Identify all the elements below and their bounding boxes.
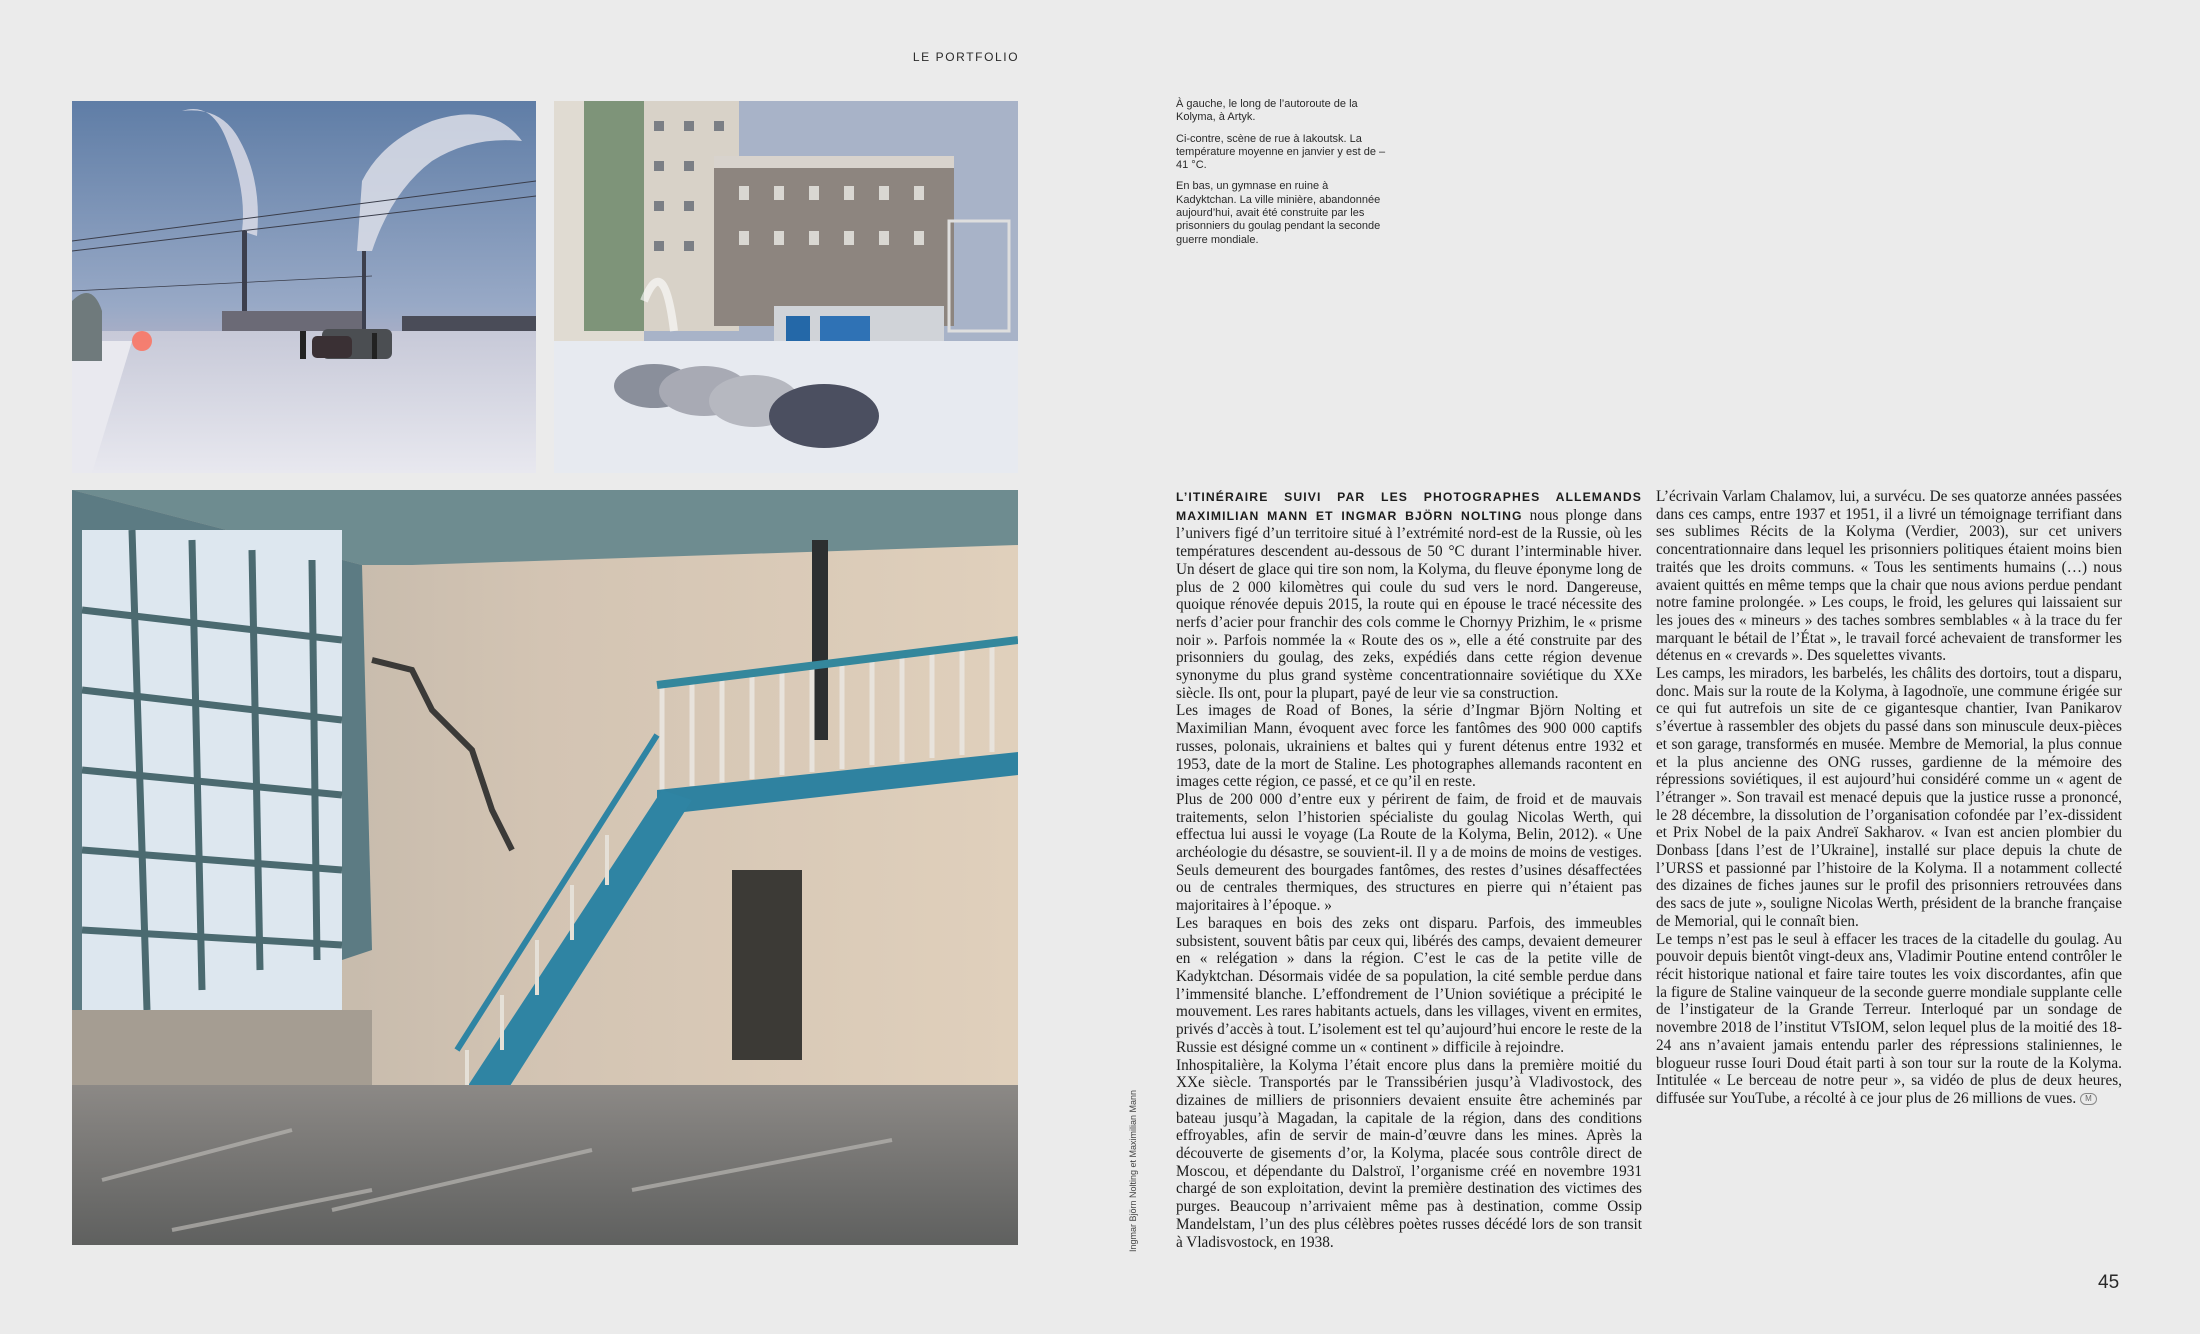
article-lead: L’ITINÉRAIRE SUIVI PAR LES PHOTOGRAPHES ALLEMANDS MAXIMILIAN MANN ET INGMAR BJÖRN NOLTING bbox=[1176, 490, 1642, 523]
article-paragraph: Inhospitalière, la Kolyma l’était encore plus dans la première moitié du XXe siècle. Transportés par le Transsibérien jusqu’à Vladivostock, des dizaines de milliers de prisonniers devaient ensuite être acheminés par bateau jusqu’à Magadan, la capitale de la région, dans des conditions effroyables, afin de servir de main-d’œuvre dans les mines. Après la découverte de gisements d’or, la Kolyma, placée sous contrôle direct de Moscou, et dépendante du Dalstroï, l’organisme créé en novembre 1931 chargé de son exploitation, devint la première destination des victimes des purges. Beaucoup n’arrivaient même pas à destination, comme Ossip Mandelstam, l’un des plus célèbres poètes russes décédé lors de son transit à Vladisvostock, en 1938. bbox=[1176, 1056, 1642, 1251]
page-number: 45 bbox=[2098, 1272, 2120, 1293]
photo-kadyktchan-gym bbox=[72, 490, 1018, 1245]
article-paragraph bbox=[1176, 488, 1642, 702]
article-paragraph bbox=[1656, 931, 2122, 1108]
article-paragraph: Les baraques en bois des zeks ont disparu. Parfois, des immeubles subsistent, souvent bâtis par ceux qui, libérés des camps, devaient demeurer en « relégation » dans la région. C’est le cas de la petite ville de Kadyktchan. Désormais vidée de sa population, la cité semble perdue dans l’immensité blanche. L’effondrement de l’Union soviétique a précipité le mouvement. Les rares habitants actuels, dans les villages, vivent en ermites, privés d’accès à tout. L’isolement est tel qu’aujourd’hui encore le reste de la Russie est désigné comme un « continent » difficile à rejoindre. bbox=[1176, 914, 1642, 1056]
article-column-2 bbox=[1656, 488, 2122, 1108]
article-paragraph: Les camps, les miradors, les barbelés, les châlits des dortoirs, tout a disparu, donc. Mais sur la route de la Kolyma, à Iagodnoïe, une commune érigée sur ce qui fut autrefois un site de ce gigantesque chantier, Ivan Panikarov s’évertue à rassembler des objets du passé dans son minuscule deux-pièces et son garage, transformés en musée. Membre de Memorial, la plus connue et la plus ancienne des ONG russes, gardienne de la mémoire des répressions soviétiques, il est aujourd’hui considéré comme un « agent de l’étranger ». Son travail est menacé depuis que la justice russe a prononcé, le 28 décembre, la dissolution de l’organisation cofondée par l’ex-dissident et Prix Nobel de la paix Andreï Sakharov. « Ivan est ancien plombier du Donbass [dans l’est de l’Ukraine], installé sur place depuis la chute de l’URSS et passionné par l’histoire de la Kolyma. Il a notamment collecté des dizaines de fiches jaunes sur le profil des prisonniers retrouvées dans des sacs de jute », souligne Nicolas Werth, président de la branche française de Memorial, qui le connaît bien. bbox=[1656, 665, 2122, 930]
caption-bottom: En bas, un gymnase en ruine à Kadyktchan. La ville minière, abandonnée aujourd’hui, avait été construite par les prisonniers du goulag pendant la seconde guerre mondiale. bbox=[1176, 180, 1381, 246]
photo-captions bbox=[1176, 98, 1386, 255]
article-paragraph: Les images de Road of Bones, la série d’Ingmar Björn Nolting et Maximilian Mann, évoquent avec force les fantômes des 900 000 captifs russes, polonais, ukrainiens et baltes qui y furent détenus entre 1932 et 1953, date de la mort de Staline. Les photographes allemands racontent en images cette région, ce passé, et ce qu’il en reste. bbox=[1176, 702, 1642, 791]
photo-credit: Ingmar Björn Nolting et Maximilian Mann bbox=[1128, 1089, 1138, 1252]
article-paragraph: Plus de 200 000 d’entre eux y périrent de faim, de froid et de mauvais traitements, selon l’historien spécialiste du goulag Nicolas Werth, qui effectua lui aussi le voyage (La Route de la Kolyma, Belin, 2012). « Une archéologie du désastre, se souvient-il. Il y a de moins de moins de vestiges. Seuls demeurent des bourgades fantômes, des restes d’usines désaffectées ou de centrales thermiques, des structures en pierre qui n’étaient pas majoritaires à l’époque. » bbox=[1176, 790, 1642, 915]
article-last-text: Le temps n’est pas le seul à effacer les traces de la citadelle du goulag. Au pouvoir depuis bientôt vingt-deux ans, Vladimir Poutine entend contrôler le récit historique national et faire taire toutes les voix discordantes, afin que la figure de Staline vainqueur de la seconde guerre mondiale supplante celle de l’instigateur de la Grande Terreur. Interloqué par un sondage de novembre 2018 de l’institut VTsIOM, selon lequel plus de la moitié des 18-24 ans n’avaient jamais entendu parler des répressions staliniennes, le blogueur russe Iouri Doud était parti à son tour sur la route de la Kolyma. Intitulée « Le berceau de notre peur », sa vidéo de plus de deux heures, diffusée sur YouTube, a récolté à ce jour plus de 26 millions de vues. bbox=[1656, 930, 2122, 1107]
caption-right: Ci-contre, scène de rue à Iakoutsk. La température moyenne en janvier y est de – 41 °C. bbox=[1176, 132, 1386, 172]
article-lead-text: nous plonge dans l’univers figé d’un territoire situé à l’extrémité nord-est de la Russie, où les températures descendent au-dessous de 50 °C durant l’interminable hiver. Un désert de glace qui tire son nom, la Kolyma, du fleuve éponyme long de plus de 2 000 kilomètres qui coule du sud vers le nord. Dangereuse, quoique rénovée depuis 2015, la route qui en épouse le tracé nécessite des nerfs d’acier pour franchir des cols comme le Chornyy Prizhim, le « prisme noir ». Parfois nommée la « Route des os », elle a été construite par des prisonniers du goulag, des zeks, expédiés dans cette région devenue synonyme du plus grand système concentrationnaire soviétique du XXe siècle. Ils ont, pour la plupart, payé de leur vie sa construction. bbox=[1176, 506, 1642, 702]
photo-iakoutsk-street bbox=[554, 101, 1018, 473]
section-header: LE PORTFOLIO bbox=[912, 50, 1020, 64]
caption-left: À gauche, le long de l’autoroute de la Kolyma, à Artyk. bbox=[1176, 98, 1358, 124]
end-mark-icon: M bbox=[2080, 1093, 2097, 1105]
article-column-1 bbox=[1176, 488, 1642, 1251]
article-paragraph: L’écrivain Varlam Chalamov, lui, a survécu. De ses quatorze années passées dans ces camps, entre 1937 et 1951, il a livré un témoignage terrifiant dans ses sublimes Récits de la Kolyma (Verdier, 2003), sur cet univers concentrationnaire dans lequel les prisonniers politiques étaient moins bien traités que les droits communs. « Tous les sentiments humains (…) nous avaient quittés en même temps que la chair que nous avions perdue pendant notre famine prolongée. » Les coups, le froid, les gelures qui laissaient sur les joues des « mineurs » des taches sombres semblables « à la trace du fer marquant le bétail de l’État », le travail forcé achevaient de transformer les détenus en « crevards ». Des squelettes vivants. bbox=[1656, 488, 2122, 665]
photo-kolyma-road bbox=[72, 101, 536, 473]
